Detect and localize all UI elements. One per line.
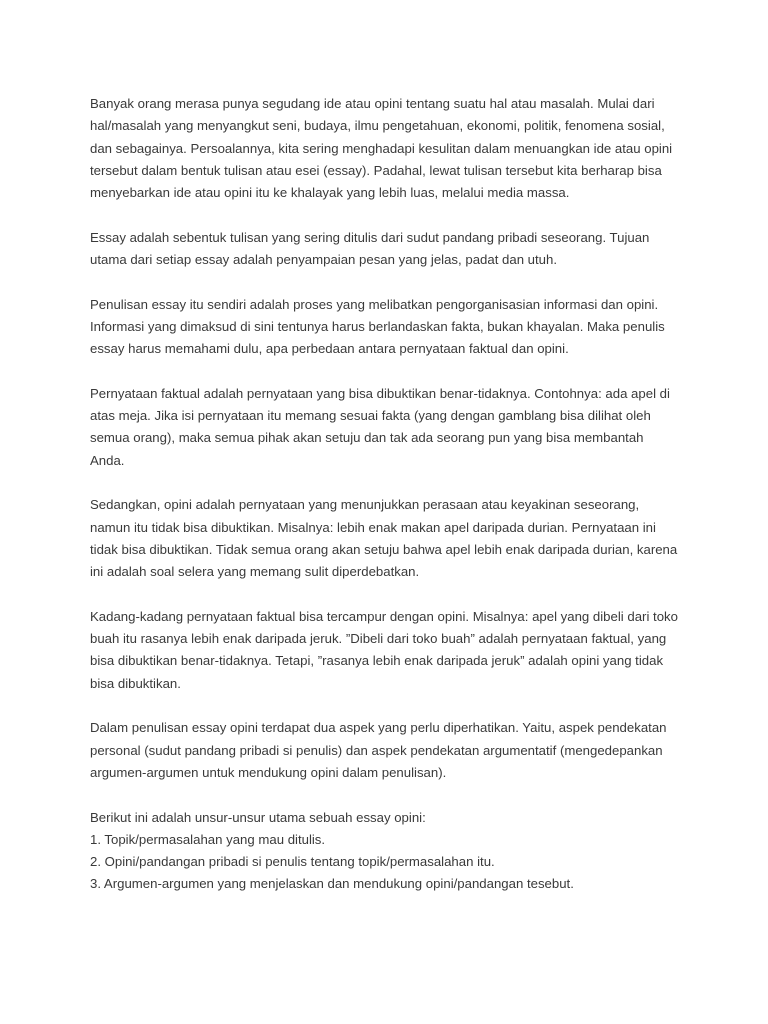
paragraph-essay-process — [90, 294, 690, 361]
text-line: atas meja. Jika isi pernyataan itu memang sesuai fakta (yang dengan gamblang bisa dilihat oleh — [90, 408, 651, 424]
text-line: tidak bisa dibuktikan. Tidak semua orang akan setuju bahwa apel lebih enak daripada durian, karena — [90, 541, 678, 557]
text-line: Kadang-kadang pernyataan faktual bisa tercampur dengan opini. Misalnya: apel yang dibeli dari toko — [90, 608, 678, 624]
text-line: Penulisan essay itu sendiri adalah proses yang melibatkan pengorganisasian informasi dan opini. — [90, 296, 659, 312]
text-line: Dalam penulisan essay opini terdapat dua aspek yang perlu diperhatikan. Yaitu, aspek pendekatan — [90, 720, 667, 736]
text-line: bisa dibuktikan. — [90, 675, 181, 691]
paragraph-intro — [90, 93, 690, 204]
text-line: hal/masalah yang menyangkut seni, budaya, ilmu pengetahuan, ekonomi, politik, fenomena sosial, — [90, 118, 665, 134]
text-line: Banyak orang merasa punya segudang ide atau opini tentang suatu hal atau masalah. Mulai dari — [90, 96, 655, 111]
text-line: menyebarkan ide atau opini itu ke khalayak yang lebih luas, melalui media massa. — [90, 185, 570, 201]
text-line: essay harus memahami dulu, apa perbedaan antara pernyataan faktual dan opini. — [90, 341, 569, 357]
list-item: 1. Topik/permasalahan yang mau ditulis. — [90, 831, 326, 847]
list-intro: Berikut ini adalah unsur-unsur utama sebuah essay opini: — [90, 809, 426, 825]
text-line: tersebut dalam bentuk tulisan atau esei (essay). Padahal, lewat tulisan tersebut kita berharap bisa — [90, 162, 662, 178]
text-line: Informasi yang dimaksud di sini tentunya harus berlandaskan fakta, bukan khayalan. Maka penulis — [90, 318, 665, 334]
paragraph-mixed-statement — [90, 606, 690, 695]
elements-list — [90, 807, 690, 896]
text-line: buah itu rasanya lebih enak daripada jeruk. ”Dibeli dari toko buah” adalah pernyataan faktual, yang — [90, 631, 667, 647]
list-item: 3. Argumen-argumen yang menjelaskan dan mendukung opini/pandangan tesebut. — [90, 876, 574, 892]
document-page — [90, 93, 690, 918]
paragraph-aspects — [90, 717, 690, 784]
text-line: Pernyataan faktual adalah pernyataan yang bisa dibuktikan benar-tidaknya. Contohnya: ada apel di — [90, 385, 670, 401]
text-line: Essay adalah sebentuk tulisan yang sering ditulis dari sudut pandang pribadi seseorang. Tujuan — [90, 229, 650, 245]
text-line: dan sebagainya. Persoalannya, kita sering menghadapi kesulitan dalam menuangkan ide atau opini — [90, 140, 673, 156]
paragraph-essay-definition — [90, 227, 690, 272]
text-line: namun itu tidak bisa dibuktikan. Misalnya: lebih enak makan apel daripada durian. Pernyataan ini — [90, 519, 656, 535]
paragraph-factual-statement — [90, 383, 690, 472]
text-line: argumen-argumen untuk mendukung opini dalam penulisan). — [90, 764, 447, 780]
text-line: personal (sudut pandang pribadi si penulis) dan aspek pendekatan argumentatif (mengedepankan — [90, 742, 663, 758]
text-line: ini adalah soal selera yang memang sulit diperdebatkan. — [90, 564, 420, 580]
text-line: utama dari setiap essay adalah penyampaian pesan yang jelas, padat dan utuh. — [90, 252, 558, 268]
text-line: semua orang), maka semua pihak akan setuju dan tak ada seorang pun yang bisa membantah — [90, 430, 644, 446]
paragraph-opinion — [90, 494, 690, 583]
text-line: Anda. — [90, 452, 125, 468]
list-item: 2. Opini/pandangan pribadi si penulis tentang topik/permasalahan itu. — [90, 854, 495, 870]
text-line: Sedangkan, opini adalah pernyataan yang menunjukkan perasaan atau keyakinan seseorang, — [90, 497, 640, 513]
text-line: bisa dibuktikan benar-tidaknya. Tetapi, ”rasanya lebih enak daripada jeruk” adalah opini yang tidak — [90, 653, 664, 669]
